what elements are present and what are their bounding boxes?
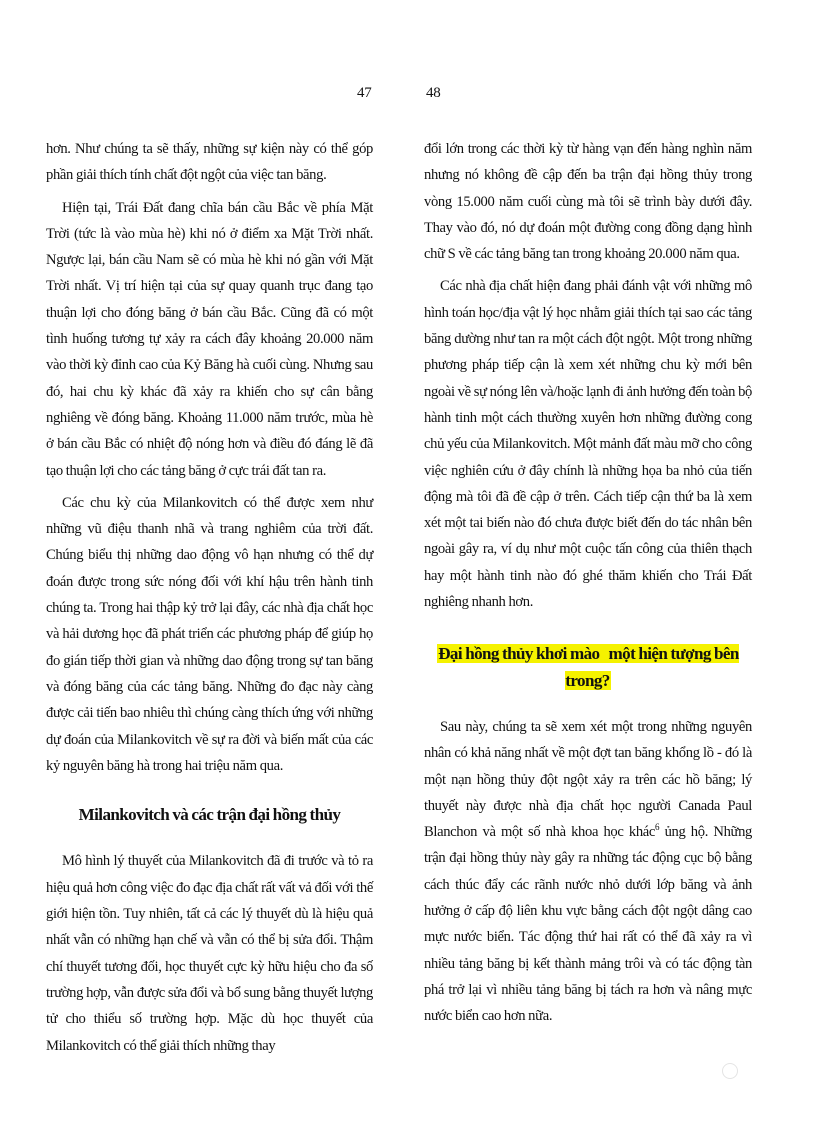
right-paragraph-2: Các nhà địa chất hiện đang phải đánh vật với những mô hình toán học/địa vật lý học nhằm giải thích tại sao các tảng băng dường như tan ra một cách đột ngột. Một trong những phương pháp tiếp cận là xem xét những chu kỳ mới bên ngoài về sự nóng lên và/hoặc lạnh đi ảnh hưởng đến toàn bộ hành tinh một cách thường xuyên hơn những đường cong chủ yếu của Milankovitch. Một mảnh đất màu mỡ cho công việc nghiên cứu ở đây chính là những họa ba nhỏ của tiến động mà tôi đã đề cập ở trên. Cách tiếp cận thứ ba là xem xét một tai biến nào đó chưa được biết đến do tác nhân bên ngoài gây ra, ví dụ như một cuộc tấn công của thiên thạch hay một hành tinh nào đó ghé thăm khiến cho Trái Đất nghiêng nhanh hơn. — [424, 278, 752, 611]
page-number-right: 48 — [426, 85, 441, 101]
left-paragraph-1: hơn. Như chúng ta sẽ thấy, những sự kiện này có thể góp phần giải thích tính chất đột ngột của việc tan băng. — [46, 141, 373, 184]
right-paragraph-3 — [424, 714, 752, 1030]
paragraph-text-before-footnote: Sau này, chúng ta sẽ xem xét một trong những nguyên nhân có khả năng nhất về một đợt tan băng khổng lồ - đó là một nạn hồng thủy đột ngột xảy ra trên các hồ băng; lý thuyết này được nhà địa chất học người Canada Paul Blanchon và một số nhà khoa học khác — [424, 718, 752, 841]
left-paragraph-2: Hiện tại, Trái Đất đang chĩa bán cầu Bắc về phía Mặt Trời (tức là vào mùa hè) khi nó ở điểm xa Mặt Trời nhất. Ngược lại, bán cầu Nam sẽ có mùa hè khi nó gần với Mặt Trời nhất. Vị trí hiện tại của sự quay quanh trục đang tạo thuận lợi cho đóng băng ở bán cầu Bắc. Cũng đã có một tình huống tương tự xảy ra cách đây khoảng 20.000 năm vào thời kỳ đỉnh cao của Kỷ Băng hà cuối cùng. Nhưng sau đó, hai chu kỳ khác đã xảy ra khiến cho sự cân bằng nghiêng về đóng băng. Khoảng 11.000 năm trước, mùa hè ở bán cầu Bắc có nhiệt độ nóng hơn và điều đó đáng lẽ đã tạo thuận lợi cho các tảng băng ở cực trái đất tan ra. — [46, 199, 373, 479]
section-heading-flood — [424, 641, 752, 694]
heading-part-1: Đại hồng thủy khơi mào — [438, 644, 600, 664]
right-paragraph-1: đổi lớn trong các thời kỳ từ hàng vạn đến hàng nghìn năm nhưng nó không đề cập đến ba trận đại hồng thủy trong vòng 15.000 năm cuối cùng mà tôi sẽ trình bày dưới đây. Thay vào đó, nó dự đoán một đường cong đồng dạng hình chữ S về các tảng băng tan trong khoảng 20.000 năm qua. — [424, 141, 752, 263]
faint-stamp-mark — [722, 1063, 738, 1079]
left-paragraph-3: Các chu kỳ của Milankovitch có thể được xem như những vũ điệu thanh nhã và trang nghiêm của trời đất. Chúng biểu thị những dao động vô hạn nhưng có thể dự đoán được trong sức nóng đối với khí hậu trên hành tinh chúng ta. Trong hai thập kỷ trở lại đây, các nhà địa chất học và hải dương học đã phát triển các phương pháp để giúp họ đo gián tiếp thời gian và những dao động trong sự tan băng và đóng băng của các tảng băng. Những đo đạc này càng được cải tiến bao nhiêu thì chúng càng thích ứng với những dự đoán của Milankovitch về sự ra đời và biến mất của các kỷ nguyên băng hà trong hai triệu năm qua. — [46, 494, 373, 774]
highlighted-heading — [437, 644, 739, 689]
paragraph-text-after-footnote: ủng hộ. Những trận đại hồng thủy này gây ra những tác động cục bộ bằng cách thúc đẩy các rãnh nước nhỏ dưới lớp băng và ảnh hưởng ở cấp độ liên khu vực bằng cách đột ngột dâng cao mực nước biển. Tác động thứ hai rất có thể đã xảy ra vì nhiều tảng băng bị kết thành mảng trôi và có tác động tàn phá trở lại vì nhiều tảng băng bị tách ra hơn và nâng mực nước biển cao hơn nữa. — [424, 824, 752, 1025]
left-column — [46, 136, 373, 1065]
heading-part-2: một hiện tượng bên trong? — [565, 644, 739, 690]
section-heading-milankovitch: Milankovitch và các trận đại hồng thủy — [78, 805, 341, 825]
left-paragraph-4: Mô hình lý thuyết của Milankovitch đã đi trước và tỏ ra hiệu quả hơn công việc đo đạc địa chất rất vất vả đối với thế giới hiện tồn. Tuy nhiên, tất cả các lý thuyết dù là hiệu quả nhất vẫn có những hạn chế và vẫn có thể bị sửa đổi. Thậm chí thuyết tương đối, học thuyết cực kỳ hữu hiệu cho đa số trường hợp, vẫn được sửa đổi và bổ sung bằng thuyết lượng tử cho thiểu số trường hợp. Mặc dù học thuyết của Milankovitch có thể giải thích những thay — [46, 853, 373, 1054]
page-number-left: 47 — [357, 85, 372, 101]
footnote-marker: 6 — [655, 822, 660, 833]
right-column — [424, 136, 752, 1036]
